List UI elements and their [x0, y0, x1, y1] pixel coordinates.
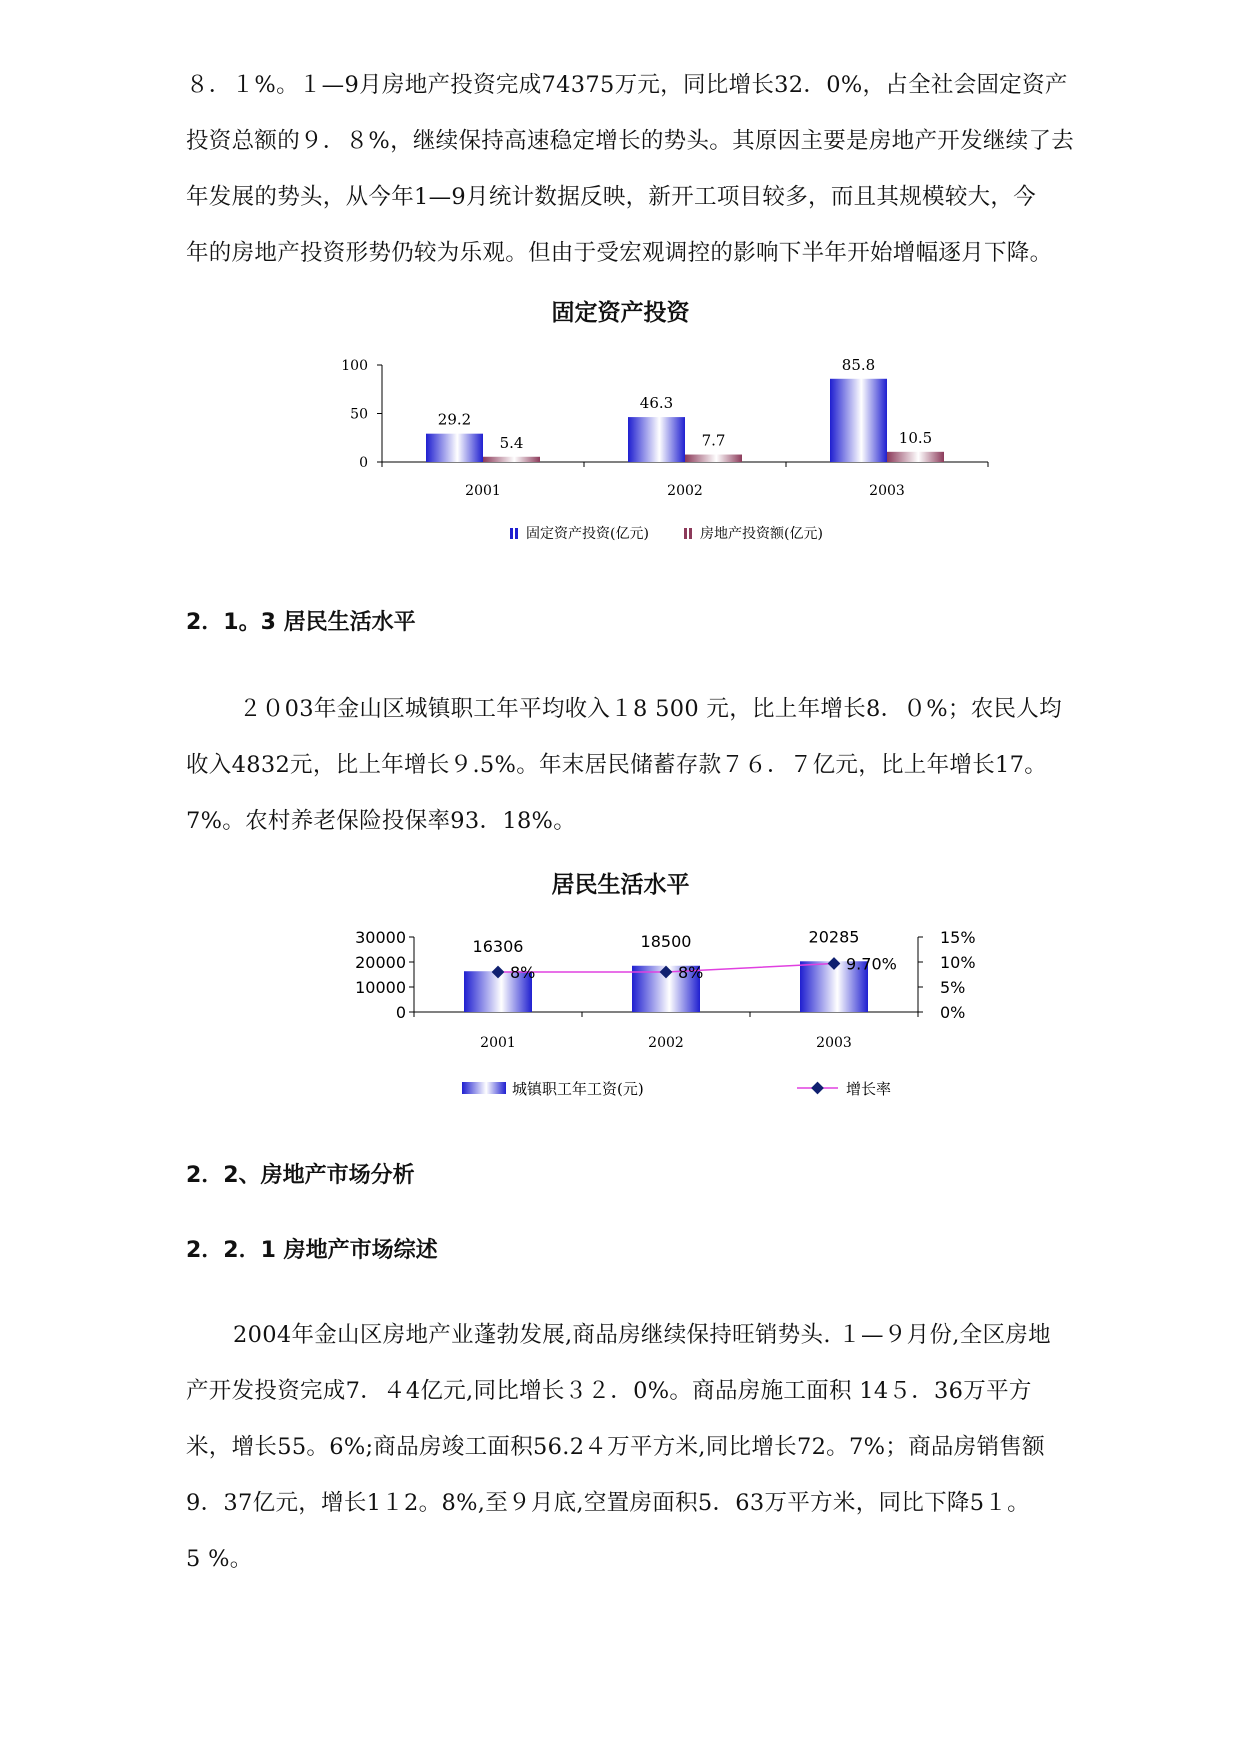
data-label: 18500	[640, 931, 692, 951]
text-line: 7%。农村养老保险投保率93．18%。	[186, 808, 577, 834]
y-tick-label: 10000	[355, 978, 406, 997]
chart-title: 居民生活水平	[551, 872, 690, 898]
bar-real-estate	[887, 452, 944, 462]
data-label: 5.4	[499, 433, 524, 452]
x-tick-label: 2002	[648, 1035, 684, 1051]
text-line: 9．37亿元，增长1１2。8%,至９月底,空置房面积5．63万平方米，同比下降5１。	[186, 1490, 1030, 1516]
y-tick-label: 0	[395, 1003, 406, 1022]
y-tick-label: 100	[341, 358, 368, 374]
x-tick-label: 2003	[869, 483, 905, 499]
paragraph-investment	[186, 57, 1136, 281]
text-line: 年发展的势头，从今年1—9月统计数据反映，新开工项目较多，而且其规模较大，今	[186, 184, 1037, 210]
living-standard-chart	[0, 910, 1241, 1120]
x-tick-label: 2003	[816, 1035, 852, 1051]
text-line: 产开发投资完成7．４4亿元,同比增长３２．0%。商品房施工面积 14５．36万平方	[186, 1378, 1032, 1404]
data-label: 9.70%	[846, 954, 897, 974]
text-line: 收入4832元，比上年增长９.5%。年末居民储蓄存款７６．７亿元，比上年增长17。	[186, 752, 1048, 778]
x-tick-label: 2001	[480, 1035, 516, 1051]
x-tick-label: 2001	[465, 483, 501, 499]
text-line: 米，增长55。6%;商品房竣工面积56.2４万平方米,同比增长72。7%；商品房销售额	[186, 1434, 1045, 1460]
text-line: ８．１%。１—9月房地产投资完成74375万元，同比增长32．0%，占全社会固定资产	[186, 72, 1068, 98]
data-label: 29.2	[437, 410, 472, 429]
data-label: 46.3	[639, 394, 674, 413]
data-label: 8%	[510, 963, 536, 982]
legend-swatch	[510, 528, 513, 539]
y2-tick-label: 15%	[940, 928, 976, 947]
y2-tick-label: 10%	[940, 953, 976, 972]
bar-fixed-asset	[426, 434, 483, 462]
legend-label: 城镇职工年工资(元)	[512, 1080, 644, 1098]
y-tick-label: 0	[359, 455, 368, 471]
data-label: 16306	[472, 937, 524, 957]
data-label: 10.5	[898, 428, 933, 447]
section-heading: 2．2．1 房地产市场综述	[186, 1238, 438, 1263]
bar-real-estate	[483, 457, 540, 462]
legend-swatch	[462, 1082, 506, 1094]
data-label: 85.8	[841, 355, 876, 374]
text-line: ２０03年金山区城镇职工年平均收入１8 500 元，比上年增长8．０%；农民人均	[239, 696, 1062, 722]
text-line: 投资总额的９．８%，继续保持高速稳定增长的势头。其原因主要是房地产开发继续了去	[186, 128, 1075, 154]
text-line: 5 %。	[186, 1546, 253, 1572]
y-tick-label: 20000	[355, 953, 406, 972]
legend-label: 房地产投资额(亿元)	[700, 526, 823, 542]
y-tick-label: 50	[350, 406, 368, 423]
data-label: 7.7	[701, 431, 726, 450]
text-line: 年的房地产投资形势仍较为乐观。但由于受宏观调控的影响下半年开始增幅逐月下降。	[186, 240, 1053, 266]
legend-swatch	[515, 528, 518, 539]
text-line: 2004年金山区房地产业蓬勃发展,商品房继续保持旺销势头. １—９月份,全区房地	[233, 1322, 1051, 1348]
bar-fixed-asset	[628, 417, 685, 462]
y-tick-label: 30000	[355, 928, 406, 947]
data-label: 8%	[678, 963, 704, 982]
section-heading: 2．1。3 居民生活水平	[186, 610, 416, 635]
data-label: 20285	[808, 927, 860, 947]
x-tick-label: 2002	[667, 483, 703, 499]
legend-swatch	[684, 528, 687, 539]
bar-fixed-asset	[830, 379, 887, 462]
bar-real-estate	[685, 455, 742, 462]
section-heading: 2．2、房地产市场分析	[186, 1163, 415, 1188]
legend-swatch	[689, 528, 692, 539]
y2-tick-label: 5%	[940, 978, 966, 997]
fixed-asset-investment-chart	[0, 340, 1241, 600]
paragraph-living-standard	[186, 681, 1136, 849]
y2-tick-label: 0%	[940, 1003, 966, 1022]
legend-label: 增长率	[846, 1080, 892, 1098]
paragraph-market-overview	[186, 1307, 1136, 1587]
chart-title: 固定资产投资	[551, 300, 690, 326]
legend-marker	[811, 1082, 824, 1095]
legend-label: 固定资产投资(亿元)	[526, 526, 649, 542]
